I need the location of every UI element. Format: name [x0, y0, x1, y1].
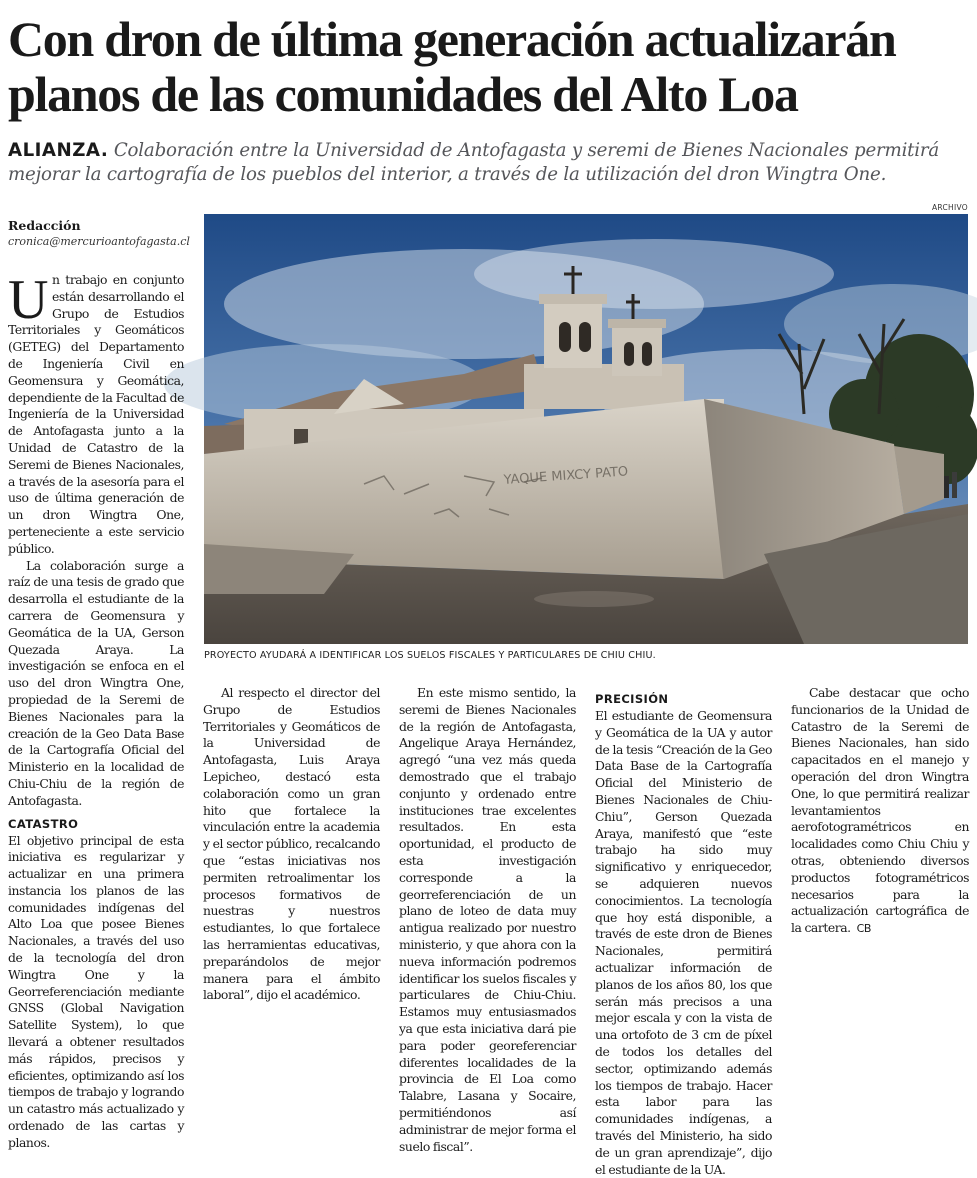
byline: [8, 218, 198, 250]
article-column-1: [8, 269, 184, 1150]
kicker: ALIANZA.: [8, 140, 109, 161]
photo-caption: PROYECTO AYUDARÁ A IDENTIFICAR LOS SUELOS FISCALES Y PARTICULARES DE CHIU CHIU.: [204, 650, 656, 661]
author-email: cronica@mercurioantofagasta.cl: [8, 235, 190, 248]
subhead-catastro: CATASTRO: [8, 816, 79, 831]
end-mark: CB: [856, 922, 871, 936]
photo-credit: ARCHIVO: [931, 203, 968, 212]
photo-graffiti: YAQUE MIXCY PATO: [503, 464, 629, 488]
paragraph-7-text: Cabe destacar que ocho funcionarios de la Unidad de Catastro de la Seremi de Bienes Nacionales, han sido capacitados en el manejo y operación del dron Wingtra One, lo que permitirá realizar levantamientos aerofotogramétricos en localidades como Chiu Chiu y otras, obteniendo diversos productos fotogramétricos necesarios para la actualización cartográfica de la cartera.: [791, 685, 969, 936]
paragraph-2: La colaboración surge a raíz de una tesis de grado que desarrolla el estudiante de la carrera de Geomensura y Geomática de la UA, Gerson Quezada Araya. La investigación se enfoca en el uso del dron Wingtra One, propiedad de la Seremi de Bienes Nacionales para la creación de la Geo Data Base de la Cartografía Oficial del Ministerio en la localidad de Chiu-Chiu de la región de Antofagasta.: [8, 557, 184, 808]
author: Redacción: [8, 218, 81, 233]
dropcap: U: [8, 269, 48, 331]
article-column-4: [595, 685, 772, 1177]
article-column-5: [791, 685, 969, 1065]
deck-text: Colaboración entre la Universidad de Antofagasta y seremi de Bienes Nacionales permitirá mejorar la cartografía de los pueblos del interior, a través de la utilización del dron Wingtra One.: [8, 140, 940, 185]
paragraph-6: El estudiante de Geomensura y Geomática de la UA y autor de la tesis “Creación de la Geo Data Base de la Cartografía Oficial del Ministerio de Bienes Nacionales de Chiu-Chiu”, Gerson Quezada Araya, manifestó que “este trabajo ha sido muy significativo y enriquecedor, se adquieren nuevos conocimientos. La tecnología que hoy está disponible, a través de este dron de Bienes Nacionales, permitirá actualizar información de planos de los años 80, los que serán más precisos a una mejor escala y con la vista de una ortofoto de 3 cm de píxel de todos los detalles del sector, optimizando además los tiempos de trabajo. Hacer esta labor para las comunidades indígenas, a través del Ministerio, ha sido de un gran aprendizaje”, dijo el estudiante de la UA.: [595, 708, 772, 1177]
article-column-3: [399, 685, 576, 1154]
paragraph-5: En este mismo sentido, la seremi de Bienes Nacionales de la región de Antofagasta, Angelique Araya Hernández, agregó “una vez más queda demostrado que el trabajo conjunto y ordenado entre instituciones trae excelentes resultados. En esta oportunidad, el producto de esta investigación corresponde a la georreferenciación de un plano de loteo de data muy antigua realizado por nuestro ministerio, y que ahora con la nueva información podremos identificar los suelos fiscales y particulares de Chiu-Chiu. Estamos muy entusiasmados ya que esta iniciativa dará pie para poder georeferenciar diferentes localidades de la provincia de El Loa como Talabre, Lasana y Socaire, permitiéndonos así administrar de mejor forma el suelo fiscal”.: [399, 685, 576, 1154]
paragraph-7: [791, 685, 969, 938]
church-photo: [204, 214, 968, 644]
deck: [8, 139, 970, 187]
article-column-2: [203, 685, 380, 1065]
headline: Con dron de última generación actualizarán planos de las comunidades del Alto Loa: [8, 11, 896, 122]
paragraph-1: n trabajo en conjunto están desarrollando el Grupo de Estudios Territoriales y Geomáticos (GETEG) del Departamento de Ingeniería Civil en Geomensura y Geomática, dependiente de la Facultad de Ingeniería de la Universidad de Antofagasta junto a la Unidad de Catastro de la Seremi de Bienes Nacionales, a través de la asesoría para el uso de última generación de un dron Wingtra One, perteneciente a este servicio público.: [8, 272, 184, 556]
subhead-precision: PRECISIÓN: [595, 692, 669, 706]
paragraph-4: Al respecto el director del Grupo de Estudios Territoriales y Geomáticos de la Universidad de Antofagasta, Luis Araya Lepicheo, destacó esta colaboración como un gran hito que fortalece la vinculación entre la academia y el sector público, recalcando que “estas iniciativas nos permiten retroalimentar los procesos formativos de nuestras y nuestros estudiantes, lo que fortalece las herramientas educativas, preparándolos de mejor manera para el ámbito laboral”, dijo el académico.: [203, 685, 380, 1003]
paragraph-3: El objetivo principal de esta iniciativa es regularizar y actualizar en una primera instancia los planos de las comunidades indígenas del Alto Loa que posee Bienes Nacionales, a través del uso de la tecnología del dron Wingtra One y la Georreferenciación mediante GNSS (Global Navigation Satellite System), lo que llevará a obtener resultados más rápidos, precisos y eficientes, optimizando así los tiempos de trabajo y logrando un catastro más actualizado y ordenado de las cartas y planos.: [8, 832, 184, 1150]
